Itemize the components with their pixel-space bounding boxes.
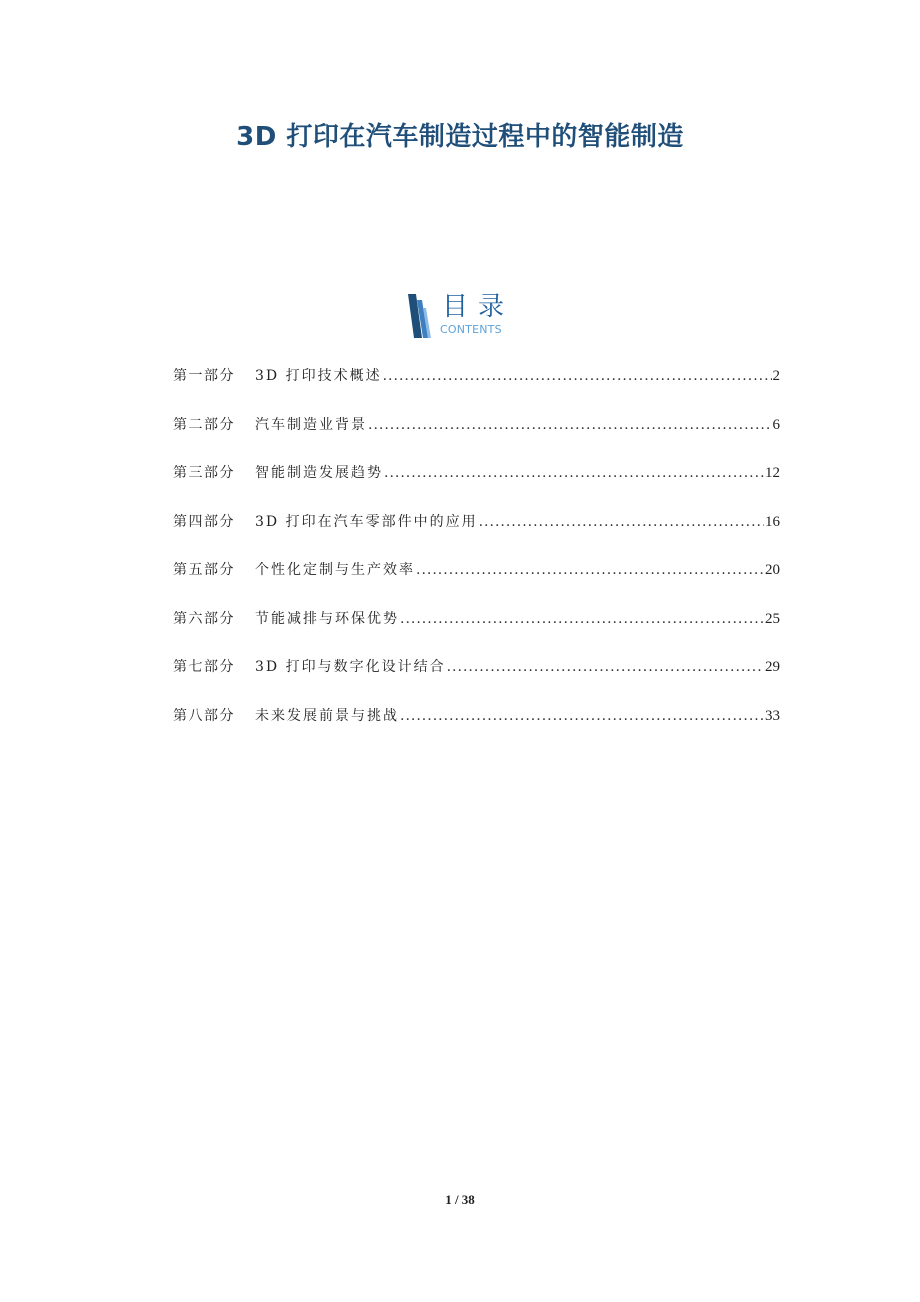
toc-part-label: 第八部分 xyxy=(173,707,235,724)
toc-part-label: 第三部分 xyxy=(173,465,235,481)
toc-entry-part-2[interactable] xyxy=(173,414,780,463)
toc-leader-dots xyxy=(479,514,764,530)
toc-leader-dots xyxy=(447,659,764,675)
toc-page-number: 25 xyxy=(765,610,780,627)
toc-part-label: 第六部分 xyxy=(173,610,235,627)
toc-part-label: 第七部分 xyxy=(173,659,235,675)
toc-entry-part-8[interactable] xyxy=(173,705,780,754)
toc-entry-part-4[interactable] xyxy=(173,511,780,560)
toc-page-number: 33 xyxy=(765,707,780,724)
toc-page-number: 2 xyxy=(772,368,780,384)
toc-page-number: 16 xyxy=(765,513,780,530)
toc-leader-dots xyxy=(383,368,772,384)
toc-page-number: 29 xyxy=(765,659,780,675)
toc-section-title: 汽车制造业背景 xyxy=(255,416,367,433)
toc-leader-dots xyxy=(416,562,764,578)
toc-part-label: 第五部分 xyxy=(173,562,235,578)
toc-section-title: 3D 打印与数字化设计结合 xyxy=(255,659,446,675)
page-number-footer: 1 / 38 xyxy=(445,1192,475,1207)
toc-entry-part-6[interactable] xyxy=(173,608,780,657)
toc-leader-dots xyxy=(400,708,764,724)
toc-leader-dots xyxy=(400,611,764,627)
toc-section-title: 3D 打印技术概述 xyxy=(255,368,382,384)
toc-page-number: 20 xyxy=(765,562,780,578)
toc-section-title: 个性化定制与生产效率 xyxy=(255,562,415,578)
toc-entry-part-7[interactable] xyxy=(173,656,780,705)
toc-page-number: 12 xyxy=(765,465,780,481)
toc-page-number: 6 xyxy=(772,416,780,433)
toc-leader-dots xyxy=(384,465,764,481)
toc-section-title: 3D 打印在汽车零部件中的应用 xyxy=(255,513,478,530)
toc-entry-part-1[interactable] xyxy=(173,365,780,414)
toc-section-title: 节能减排与环保优势 xyxy=(255,610,399,627)
toc-entry-part-5[interactable] xyxy=(173,559,780,608)
toc-heading-title: 目录 xyxy=(442,292,515,322)
toc-part-label: 第二部分 xyxy=(173,416,235,433)
toc-part-label: 第四部分 xyxy=(173,513,235,530)
table-of-contents xyxy=(173,365,780,753)
contents-logo-icon xyxy=(406,294,432,338)
toc-heading-subtitle: CONTENTS xyxy=(440,323,502,336)
toc-part-label: 第一部分 xyxy=(173,368,235,384)
toc-heading xyxy=(406,292,526,342)
toc-section-title: 智能制造发展趋势 xyxy=(255,465,383,481)
toc-leader-dots xyxy=(368,417,772,433)
document-title: 3D 打印在汽车制造过程中的智能制造 xyxy=(236,122,684,152)
toc-section-title: 未来发展前景与挑战 xyxy=(255,707,399,724)
toc-entry-part-3[interactable] xyxy=(173,462,780,511)
